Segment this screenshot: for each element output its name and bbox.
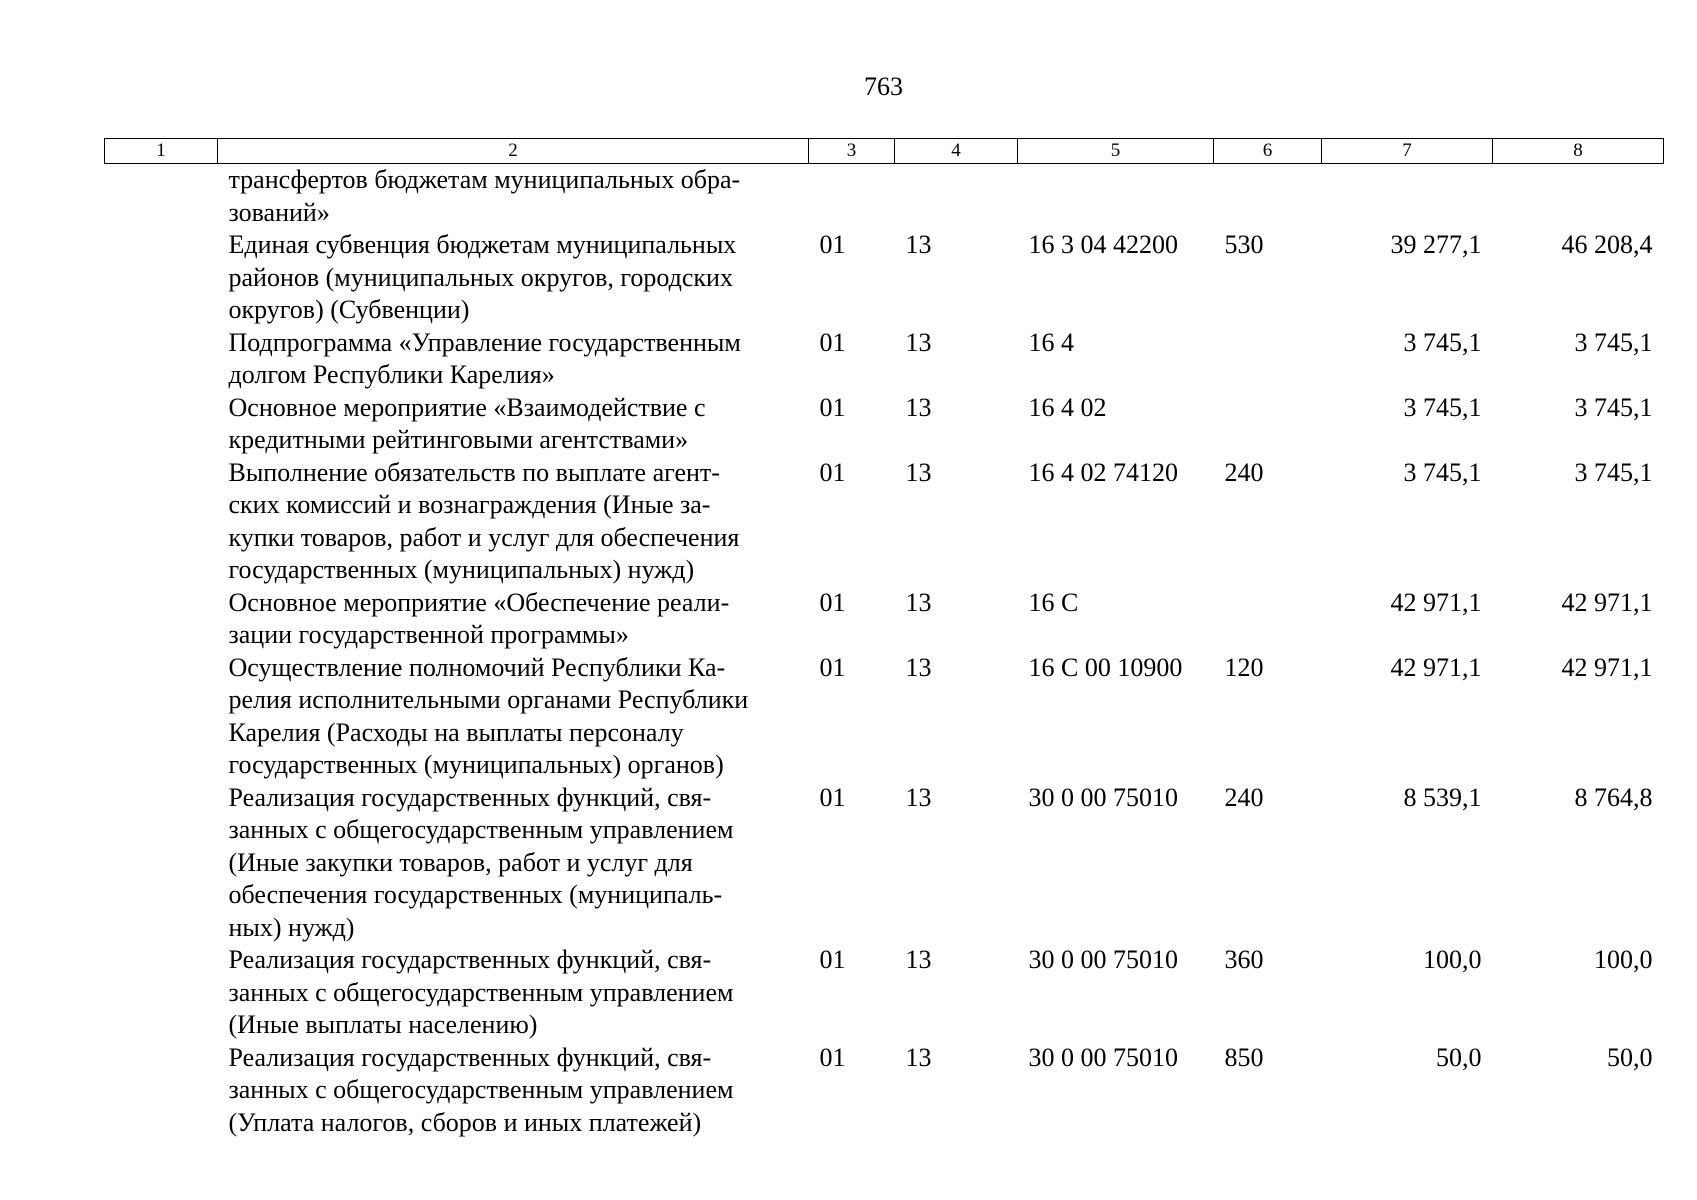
column-header-4: 4 — [895, 139, 1018, 164]
column-header-5: 5 — [1018, 139, 1214, 164]
row-number-cell — [105, 1042, 218, 1140]
expense-type-cell: 240 — [1224, 782, 1264, 812]
amount-year-2-cell: 3 745,1 — [1574, 457, 1653, 487]
amount-year-1-cell — [1322, 164, 1493, 230]
target-article-cell: 16 4 — [1028, 327, 1074, 357]
item-name-line: (Уплата налогов, сборов и иных платежей) — [228, 1107, 702, 1137]
table-row — [105, 782, 1664, 945]
amount-year-1-cell: 100,0 — [1423, 945, 1482, 974]
amount-year-1-cell: 3 745,1 — [1403, 327, 1482, 357]
target-article-cell: 16 3 04 42200 — [1028, 230, 1178, 259]
table-row — [105, 392, 1664, 457]
item-name-line: Осуществление полномочий Республики Ка- — [228, 652, 726, 682]
amount-year-2-cell: 3 745,1 — [1574, 327, 1653, 357]
subsection-cell: 13 — [905, 457, 932, 487]
budget-table — [104, 138, 1664, 1139]
row-number-cell — [105, 944, 218, 1042]
item-name-line: Единая субвенция бюджетам муниципальных — [228, 230, 737, 259]
row-number-cell — [105, 327, 218, 392]
target-article-cell — [1018, 164, 1214, 230]
column-header-7: 7 — [1322, 139, 1493, 164]
amount-year-2-cell: 8 764,8 — [1574, 782, 1653, 812]
expense-type-cell: 120 — [1224, 652, 1264, 682]
column-header-3: 3 — [809, 139, 895, 164]
item-name-line: релия исполнительными органами Республики — [228, 685, 749, 714]
item-name-line: ских комиссий и вознаграждения (Иные за- — [228, 490, 711, 519]
table-row — [105, 229, 1664, 327]
subsection-cell: 13 — [905, 392, 932, 422]
target-article-cell: 16 4 02 74120 — [1028, 457, 1178, 487]
item-name-line: Основное мероприятие «Взаимодействие с — [228, 392, 706, 422]
expense-type-cell: 850 — [1224, 1042, 1264, 1072]
table-row — [105, 587, 1664, 652]
column-header-2: 2 — [218, 139, 809, 164]
table-row — [105, 164, 1664, 230]
amount-year-2-cell: 50,0 — [1607, 1042, 1653, 1072]
item-name-line: районов (муниципальных округов, городских — [228, 262, 733, 292]
amount-year-2-cell: 46 208,4 — [1561, 230, 1653, 259]
row-number-cell — [105, 587, 218, 652]
expense-type-cell — [1214, 392, 1322, 457]
item-name-line: Реализация государственных функций, свя- — [228, 945, 712, 974]
item-name-line: Подпрограмма «Управление государственным — [228, 327, 741, 357]
row-number-cell — [105, 164, 218, 230]
amount-year-1-cell: 50,0 — [1436, 1042, 1482, 1072]
target-article-cell: 30 0 00 75010 — [1028, 782, 1178, 812]
item-name-cell — [218, 1042, 809, 1140]
table-row — [105, 327, 1664, 392]
subsection-cell: 13 — [905, 652, 932, 682]
section-cell: 01 — [819, 392, 846, 422]
subsection-cell: 13 — [905, 945, 932, 974]
table-row — [105, 944, 1664, 1042]
item-name-line: государственных (муниципальных) органов) — [228, 750, 724, 779]
target-article-cell: 16 С — [1028, 587, 1079, 617]
item-name-cell — [218, 327, 809, 392]
item-name-line: Реализация государственных функций, свя- — [228, 782, 712, 812]
subsection-cell — [895, 164, 1018, 230]
page-number: 763 — [864, 72, 903, 101]
target-article-cell: 16 4 02 — [1028, 392, 1107, 422]
item-name-line: Реализация государственных функций, свя- — [228, 1042, 712, 1072]
subsection-cell: 13 — [905, 1042, 932, 1072]
expense-type-cell — [1214, 587, 1322, 652]
item-name-cell — [218, 164, 809, 230]
amount-year-2-cell — [1493, 164, 1664, 230]
section-cell: 01 — [819, 782, 846, 812]
target-article-cell: 16 С 00 10900 — [1028, 652, 1183, 682]
amount-year-1-cell: 42 971,1 — [1390, 587, 1482, 617]
amount-year-1-cell: 3 745,1 — [1403, 392, 1482, 422]
expense-type-cell: 530 — [1224, 230, 1264, 259]
item-name-line: зации государственной программы» — [228, 620, 629, 649]
row-number-cell — [105, 652, 218, 782]
amount-year-1-cell: 8 539,1 — [1403, 782, 1482, 812]
amount-year-1-cell: 42 971,1 — [1390, 652, 1482, 682]
item-name-line: кредитными рейтинговыми агентствами» — [228, 425, 689, 454]
row-number-cell — [105, 457, 218, 587]
amount-year-2-cell: 42 971,1 — [1561, 587, 1653, 617]
target-article-cell: 30 0 00 75010 — [1028, 945, 1178, 974]
amount-year-1-cell: 39 277,1 — [1390, 230, 1482, 259]
item-name-line: Карелия (Расходы на выплаты персоналу — [228, 717, 684, 747]
column-header-6: 6 — [1214, 139, 1322, 164]
item-name-line: округов) (Субвенции) — [228, 295, 470, 324]
item-name-line: (Иные выплаты населению) — [228, 1010, 538, 1039]
subsection-cell: 13 — [905, 782, 932, 812]
section-cell: 01 — [819, 1042, 846, 1072]
expense-type-cell — [1214, 327, 1322, 392]
item-name-line: занных с общегосударственным управлением — [228, 977, 734, 1007]
subsection-cell: 13 — [905, 327, 932, 357]
item-name-line: занных с общегосударственным управлением — [228, 1075, 734, 1104]
row-number-cell — [105, 392, 218, 457]
item-name-line: купки товаров, работ и услуг для обеспечения — [228, 522, 740, 552]
column-header-1: 1 — [105, 139, 218, 164]
item-name-cell — [218, 652, 809, 782]
item-name-cell — [218, 944, 809, 1042]
item-name-line: Выполнение обязательств по выплате агент- — [228, 457, 720, 487]
table-body — [105, 164, 1664, 1140]
target-article-cell: 30 0 00 75010 — [1028, 1042, 1178, 1072]
expense-type-cell: 360 — [1224, 945, 1264, 974]
section-cell: 01 — [819, 230, 846, 259]
section-cell: 01 — [819, 457, 846, 487]
item-name-line: Основное мероприятие «Обеспечение реали- — [228, 587, 730, 617]
table-row — [105, 457, 1664, 587]
item-name-cell — [218, 392, 809, 457]
item-name-cell — [218, 229, 809, 327]
column-header-8: 8 — [1493, 139, 1664, 164]
expense-type-cell: 240 — [1224, 457, 1264, 487]
section-cell: 01 — [819, 587, 846, 617]
item-name-line: занных с общегосударственным управлением — [228, 815, 734, 844]
section-cell: 01 — [819, 652, 846, 682]
amount-year-2-cell: 100,0 — [1594, 945, 1653, 974]
amount-year-2-cell: 42 971,1 — [1561, 652, 1653, 682]
item-name-line: долгом Республики Карелия» — [228, 360, 555, 389]
table-row — [105, 652, 1664, 782]
row-number-cell — [105, 229, 218, 327]
item-name-line: ных) нужд) — [228, 912, 355, 942]
amount-year-1-cell: 3 745,1 — [1403, 457, 1482, 487]
table-header — [105, 139, 1664, 164]
item-name-line: трансфертов бюджетам муниципальных обра- — [228, 165, 741, 194]
item-name-line: (Иные закупки товаров, работ и услуг для — [228, 847, 693, 877]
subsection-cell: 13 — [905, 230, 932, 259]
section-cell: 01 — [819, 327, 846, 357]
section-cell: 01 — [819, 945, 846, 974]
item-name-line: обеспечения государственных (муниципаль- — [228, 880, 723, 909]
header-row — [105, 139, 1664, 164]
item-name-cell — [218, 457, 809, 587]
item-name-line: зований» — [228, 197, 330, 227]
row-number-cell — [105, 782, 218, 945]
amount-year-2-cell: 3 745,1 — [1574, 392, 1653, 422]
subsection-cell: 13 — [905, 587, 932, 617]
item-name-cell — [218, 782, 809, 945]
table-row — [105, 1042, 1664, 1140]
item-name-cell — [218, 587, 809, 652]
item-name-line: государственных (муниципальных) нужд) — [228, 555, 695, 584]
expense-type-cell — [1214, 164, 1322, 230]
section-cell — [809, 164, 895, 230]
